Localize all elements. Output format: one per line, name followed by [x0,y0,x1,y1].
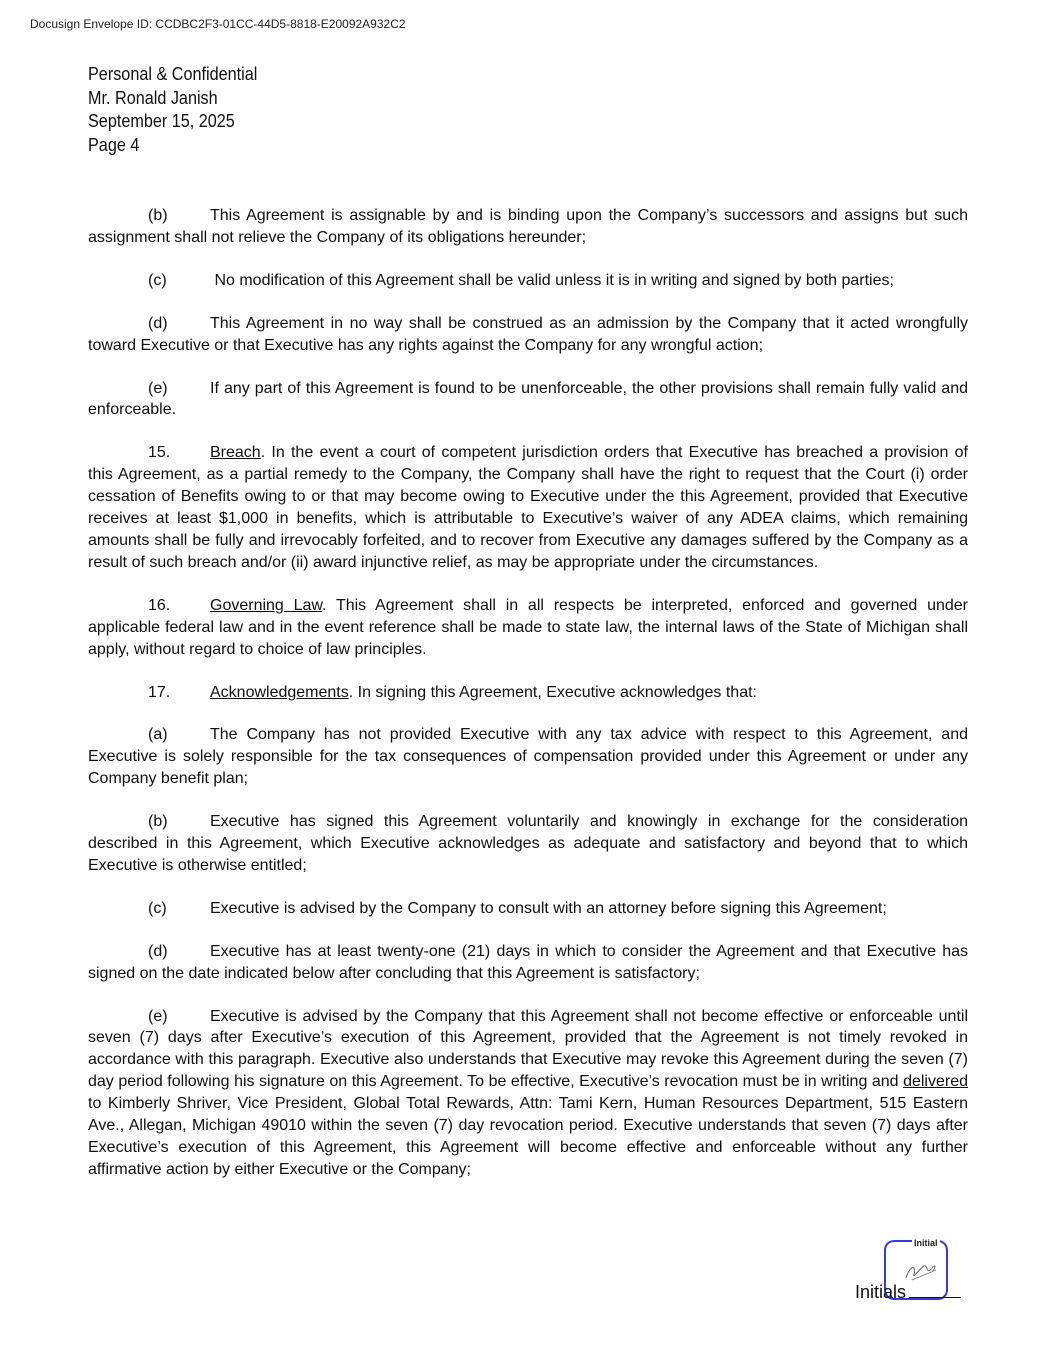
initial-signature [902,1258,940,1284]
initials-line [855,1282,961,1303]
initial-field-label: Initial [914,1238,938,1248]
clause-e: (e) If any part of this Agreement is found to be unenforceable, the other provisions shall remain fully valid and enforceable. [88,379,968,419]
agreement-body [88,205,968,1202]
initials-underline [909,1283,961,1298]
initials-label: Initials [855,1282,907,1302]
header-date: September 15, 2025 [88,111,235,131]
ack-c: (c) Executive is advised by the Company to consult with an attorney before signing this Agreement; [148,899,887,917]
header-page: Page 4 [88,134,140,155]
section-17-title: Acknowledgements [210,683,349,701]
ack-a: (a) The Company has not provided Executive with any tax advice with respect to this Agreement, and Executive is solely responsible for the tax consequences of compensation provided under this Agreement or under any Company benefit plan; [88,726,968,788]
ack-b: (b) Executive has signed this Agreement voluntarily and knowingly in exchange for the consideration described in this Agreement, which Executive acknowledges as adequate and satisfactory and beyond that to which Executive is otherwise entitled; [88,813,968,874]
section-16-governing-law: 16. Governing Law. This Agreement shall in all respects be interpreted, enforced and governed under applicable federal law and in the event reference shall be made to state law, the internal laws of the State of Michigan shall apply, without regard to choice of law principles. [88,596,969,658]
ack-d: (d) Executive has at least twenty-one (21) days in which to consider the Agreement and that Executive has signed on the date indicated below after concluding that this Agreement is satisfactory; [88,942,968,982]
section-15-breach: 15. Breach. In the event a court of competent jurisdiction orders that Executive has breached a provision of this Agreement, as a partial remedy to the Company, the Company shall have the right to request that the Court (i) order cessation of Benefits owing to or that may become owing to Executive under the this Agreement, provided that Executive receives at least $1,000 in benefits, which is attributable to Executive’s waiver of any ADEA claims, which remaining amounts shall be fully and irrevocably forfeited, and to recover from Executive any damages suffered by the Company as a result of such breach and/or (ii) award injunctive relief, as may be appropriate under the circumstances. [88,444,968,571]
clause-c: (c) No modification of this Agreement shall be valid unless it is in writing and signed by both parties; [148,271,894,289]
section-17-acknowledgements: 17. Acknowledgements. In signing this Agreement, Executive acknowledges that: [148,683,757,701]
header-confidential: Personal & Confidential [88,64,258,84]
docusign-envelope-id: Docusign Envelope ID: CCDBC2F3-01CC-44D5-8818-E20092A932C2 [30,17,406,31]
section-15-title: Breach [210,444,261,462]
ack-e: (e) Executive is advised by the Company that this Agreement shall not become effective or enforceable until seven (7) days after Executive’s execution of this Agreement, provided that the Agreement is not timely revoked in accordance with this paragraph. Executive also understands that Executive may revoke this Agreement during the seven (7) day period following his signature on this Agreement. To be effective, Executive’s revocation must be in writing and delivered to Kimberly Shriver, Vice President, Global Total Rewards, Attn: Tami Kern, Human Resources Department, 515 Eastern Ave., Allegan, Michigan 49010 within the seven (7) day revocation period. Executive understands that seven (7) days after Executive’s execution of this Agreement, this Agreement will become effective and enforceable without any further affirmative action by either Executive or the Company; [88,1007,968,1178]
clause-d: (d) This Agreement in no way shall be construed as an admission by the Company that it acted wrongfully toward Executive or that Executive has any rights against the Company for any wrongful action; [88,314,968,354]
section-16-title: Governing Law [210,596,323,614]
clause-b: (b) This Agreement is assignable by and is binding upon the Company’s successors and assigns but such assignment shall not relieve the Company of its obligations hereunder; [88,207,968,246]
letter-header [88,63,257,157]
header-recipient: Mr. Ronald Janish [88,87,218,108]
